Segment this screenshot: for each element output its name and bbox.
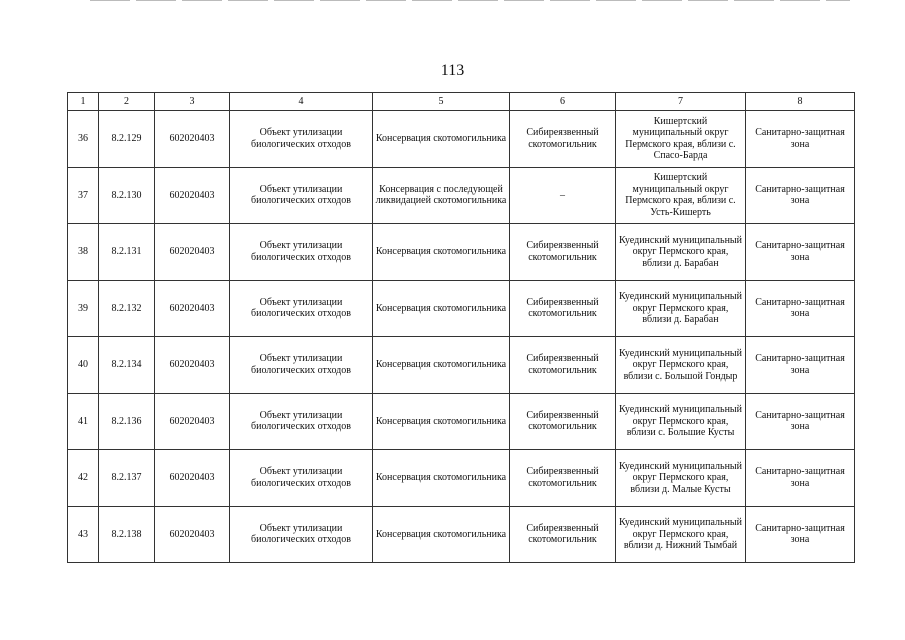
row-number-cell: 38: [68, 224, 99, 281]
zone-type-cell: Санитарно-защитная зона: [746, 450, 855, 507]
object-name-cell: Сибиреязвенный скотомогильник: [510, 337, 616, 394]
table-row: [68, 224, 855, 281]
section-code-cell: 8.2.134: [99, 337, 155, 394]
activity-cell: Консервация скотомогильника: [373, 450, 510, 507]
header-cell: 5: [373, 93, 510, 111]
zone-type-cell: Санитарно-защитная зона: [746, 506, 855, 563]
header-cell: 8: [746, 93, 855, 111]
section-code-cell: 8.2.137: [99, 450, 155, 507]
row-number-cell: 43: [68, 506, 99, 563]
activity-cell: Консервация скотомогильника: [373, 280, 510, 337]
table-body: [68, 111, 855, 563]
object-name-cell: –: [510, 167, 616, 224]
header-cell: 3: [155, 93, 230, 111]
table-row: [68, 111, 855, 168]
top-scan-rule: [90, 0, 850, 1]
header-cell: 6: [510, 93, 616, 111]
activity-cell: Консервация скотомогильника: [373, 393, 510, 450]
activity-cell: Консервация скотомогильника: [373, 224, 510, 281]
object-name-cell: Сибиреязвенный скотомогильник: [510, 506, 616, 563]
location-cell: Куединский муниципальный округ Пермского края, вблизи д. Малые Кусты: [616, 450, 746, 507]
row-number-cell: 41: [68, 393, 99, 450]
row-number-cell: 40: [68, 337, 99, 394]
object-code-cell: 602020403: [155, 393, 230, 450]
object-code-cell: 602020403: [155, 450, 230, 507]
zone-type-cell: Санитарно-защитная зона: [746, 337, 855, 394]
zone-type-cell: Санитарно-защитная зона: [746, 224, 855, 281]
table-row: [68, 280, 855, 337]
activity-cell: Консервация скотомогильника: [373, 337, 510, 394]
object-name-cell: Сибиреязвенный скотомогильник: [510, 450, 616, 507]
object-code-cell: 602020403: [155, 167, 230, 224]
header-cell: 2: [99, 93, 155, 111]
object-type-cell: Объект утилизации биологических отходов: [230, 111, 373, 168]
object-code-cell: 602020403: [155, 337, 230, 394]
object-code-cell: 602020403: [155, 111, 230, 168]
section-code-cell: 8.2.129: [99, 111, 155, 168]
object-type-cell: Объект утилизации биологических отходов: [230, 224, 373, 281]
location-cell: Куединский муниципальный округ Пермского края, вблизи д. Нижний Тымбай: [616, 506, 746, 563]
register-table: [67, 92, 855, 563]
table-row: [68, 450, 855, 507]
location-cell: Куединский муниципальный округ Пермского края, вблизи д. Барабан: [616, 224, 746, 281]
header-cell: 4: [230, 93, 373, 111]
table-row: [68, 337, 855, 394]
object-code-cell: 602020403: [155, 506, 230, 563]
location-cell: Кишертский муниципальный округ Пермского края, вблизи с. Усть-Кишерть: [616, 167, 746, 224]
object-type-cell: Объект утилизации биологических отходов: [230, 280, 373, 337]
row-number-cell: 39: [68, 280, 99, 337]
table-row: [68, 506, 855, 563]
object-type-cell: Объект утилизации биологических отходов: [230, 393, 373, 450]
header-row: [68, 93, 855, 111]
object-type-cell: Объект утилизации биологических отходов: [230, 506, 373, 563]
page-number: 113: [440, 62, 465, 79]
row-number-cell: 37: [68, 167, 99, 224]
activity-cell: Консервация скотомогильника: [373, 111, 510, 168]
object-type-cell: Объект утилизации биологических отходов: [230, 167, 373, 224]
zone-type-cell: Санитарно-защитная зона: [746, 111, 855, 168]
section-code-cell: 8.2.138: [99, 506, 155, 563]
zone-type-cell: Санитарно-защитная зона: [746, 393, 855, 450]
location-cell: Куединский муниципальный округ Пермского края, вблизи с. Большой Гондыр: [616, 337, 746, 394]
section-code-cell: 8.2.131: [99, 224, 155, 281]
table-header: [68, 93, 855, 111]
zone-type-cell: Санитарно-защитная зона: [746, 167, 855, 224]
section-code-cell: 8.2.136: [99, 393, 155, 450]
row-number-cell: 36: [68, 111, 99, 168]
location-cell: Куединский муниципальный округ Пермского края, вблизи с. Большие Кусты: [616, 393, 746, 450]
object-type-cell: Объект утилизации биологических отходов: [230, 337, 373, 394]
table-row: [68, 167, 855, 224]
header-cell: 1: [68, 93, 99, 111]
location-cell: Куединский муниципальный округ Пермского края, вблизи д. Барабан: [616, 280, 746, 337]
object-name-cell: Сибиреязвенный скотомогильник: [510, 393, 616, 450]
location-cell: Кишертский муниципальный округ Пермского края, вблизи с. Спасо-Барда: [616, 111, 746, 168]
section-code-cell: 8.2.130: [99, 167, 155, 224]
activity-cell: Консервация с последующей ликвидацией скотомогильника: [373, 167, 510, 224]
object-name-cell: Сибиреязвенный скотомогильник: [510, 111, 616, 168]
object-code-cell: 602020403: [155, 224, 230, 281]
object-code-cell: 602020403: [155, 280, 230, 337]
object-type-cell: Объект утилизации биологических отходов: [230, 450, 373, 507]
object-name-cell: Сибиреязвенный скотомогильник: [510, 280, 616, 337]
table-row: [68, 393, 855, 450]
object-name-cell: Сибиреязвенный скотомогильник: [510, 224, 616, 281]
section-code-cell: 8.2.132: [99, 280, 155, 337]
header-cell: 7: [616, 93, 746, 111]
activity-cell: Консервация скотомогильника: [373, 506, 510, 563]
row-number-cell: 42: [68, 450, 99, 507]
zone-type-cell: Санитарно-защитная зона: [746, 280, 855, 337]
